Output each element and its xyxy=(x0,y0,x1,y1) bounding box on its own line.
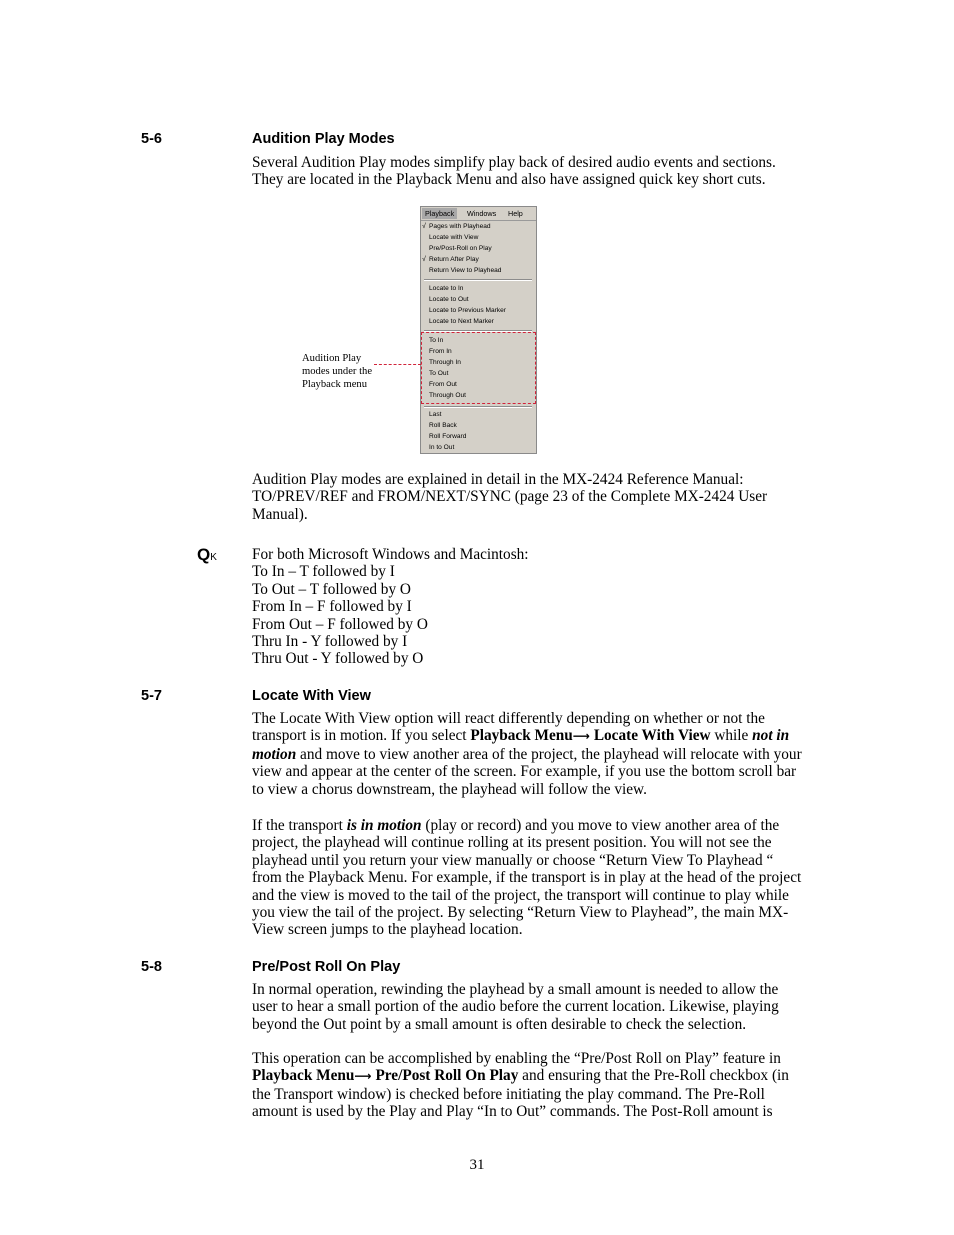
menu-item-pre-post-roll: Pre/Post-Roll on Play xyxy=(429,245,492,252)
text-line: and the view is moved to the tail of the project, the transport will continue to play while xyxy=(252,886,789,904)
section-number-5-7: 5-7 xyxy=(141,688,162,704)
menu-item-locate-to-in: Locate to In xyxy=(429,285,464,292)
check-icon: √ xyxy=(422,256,426,263)
menu-item-from-out: From Out xyxy=(429,381,457,388)
section-number-5-6: 5-6 xyxy=(141,131,162,147)
s57-paragraph-2 xyxy=(252,817,822,939)
text-line xyxy=(252,1067,822,1085)
text-line: In normal operation, rewinding the playhead by a small amount is needed to allow the xyxy=(252,981,779,998)
text-line: user to hear a small portion of the audio before the current location. Likewise, playing xyxy=(252,998,779,1016)
menu-bar xyxy=(421,207,536,221)
text-line: beyond the Out point by a small amount is often desirable to check the selection. xyxy=(252,1015,747,1033)
text-run-bold-italic: not in xyxy=(752,727,790,745)
menu-item-locate-with-view: Locate with View xyxy=(429,234,479,241)
menu-item-to-in: To In xyxy=(429,337,444,344)
text-run-bold: Pre/Post Roll On Play xyxy=(371,1067,519,1085)
menu-item-roll-back: Roll Back xyxy=(429,422,457,429)
text-line: They are located in the Playback Menu and also have assigned quick key short cuts. xyxy=(252,171,766,189)
qk-k: K xyxy=(210,552,217,563)
s58-paragraph-2 xyxy=(252,1050,822,1121)
menu-item-last: Last xyxy=(429,411,442,418)
text-line: The Locate With View option will react differently depending on whether or not the xyxy=(252,710,765,727)
menu-item-to-out: To Out xyxy=(429,370,449,377)
text-line: Manual). xyxy=(252,505,308,523)
page-number: 31 xyxy=(469,1157,485,1173)
menu-item-through-in: Through In xyxy=(429,359,461,366)
text-run: and ensuring that the Pre-Roll checkbox (in xyxy=(518,1067,789,1085)
text-line: to view a chorus downstream, the playhead will follow the view. xyxy=(252,780,647,798)
text-line: Thru In - Y followed by I xyxy=(252,633,408,651)
section-number-5-8: 5-8 xyxy=(141,959,162,975)
text-line: From In – F followed by I xyxy=(252,598,412,616)
right-arrow-icon: ⟶ xyxy=(354,1069,372,1084)
text-line: Thru Out - Y followed by O xyxy=(252,650,424,668)
text-line xyxy=(252,817,822,834)
callout-line: Playback menu xyxy=(302,379,368,390)
s57-paragraph-1 xyxy=(252,710,822,798)
text-line: view and appear at the center of the screen. For example, if you use the bottom scroll bar xyxy=(252,763,797,781)
callout-leader-line xyxy=(374,364,421,365)
text-line: amount is used by the Play and Play “In to Out” commands. The Post-Roll amount is xyxy=(252,1103,773,1121)
text-line: To In – T followed by I xyxy=(252,563,395,581)
text-line: Audition Play modes are explained in detail in the MX-2424 Reference Manual: xyxy=(252,471,744,488)
menu-bar-help: Help xyxy=(508,209,523,218)
text-line: TO/PREV/REF and FROM/NEXT/SYNC (page 23 of the Complete MX-2424 User xyxy=(252,488,768,506)
quick-key-icon xyxy=(197,545,217,565)
menu-item-locate-to-out: Locate to Out xyxy=(429,296,469,303)
text-run: transport is in motion. If you select xyxy=(252,727,471,745)
text-line: From Out – F followed by O xyxy=(252,615,428,633)
text-run-bold-italic: motion xyxy=(252,745,297,763)
menu-item-in-to-out: In to Out xyxy=(429,444,455,451)
text-run-bold-italic: is in motion xyxy=(346,817,422,834)
text-line xyxy=(252,727,822,745)
text-line xyxy=(252,746,822,763)
menu-item-locate-to-previous-marker: Locate to Previous Marker xyxy=(429,307,506,314)
playback-menu-screenshot xyxy=(420,206,537,454)
section-title-audition-play-modes: Audition Play Modes xyxy=(252,131,395,147)
menu-item-from-in: From In xyxy=(429,348,452,355)
text-line: View screen jumps to the playhead location. xyxy=(252,921,523,939)
text-line: the Transport window) is checked before initiating the play command. The Pre-Roll xyxy=(252,1085,765,1103)
text-line: from the Playback Menu. For example, if the transport is in play at the head of the project xyxy=(252,869,802,887)
text-line: This operation can be accomplished by enabling the “Pre/Post Roll on Play” feature in xyxy=(252,1050,781,1067)
s56-intro-paragraph xyxy=(252,154,822,189)
section-title-locate-with-view: Locate With View xyxy=(252,688,371,704)
text-line: project, the playhead will continue rolling at its present position. You will not see the xyxy=(252,834,772,852)
figure-callout xyxy=(302,352,372,391)
quick-keys-list xyxy=(252,546,822,668)
menu-item-roll-forward: Roll Forward xyxy=(429,433,467,440)
menu-item-through-out: Through Out xyxy=(429,392,467,399)
check-icon: √ xyxy=(422,223,426,230)
callout-line: modes under the xyxy=(302,366,373,377)
text-line: you view the tail of the project. By selecting “Return View to Playhead”, the main MX- xyxy=(252,904,789,922)
menu-bar-playback: Playback xyxy=(422,208,457,219)
menu-item-return-after-play: Return After Play xyxy=(429,256,479,263)
text-line: playhead until you return your view manually or choose “Return View To Playhead “ xyxy=(252,851,774,869)
text-line: To Out – T followed by O xyxy=(252,580,411,598)
text-line: Several Audition Play modes simplify play back of desired audio events and sections. xyxy=(252,154,776,171)
menu-item-pages-with-playhead: Pages with Playhead xyxy=(429,223,491,230)
s56-reference-paragraph xyxy=(252,471,822,523)
text-run: and move to view another area of the project, the playhead will relocate with your xyxy=(296,745,802,763)
text-run: while xyxy=(710,727,753,745)
text-line: For both Microsoft Windows and Macintosh: xyxy=(252,546,529,563)
section-title-pre-post-roll: Pre/Post Roll On Play xyxy=(252,959,401,975)
s58-paragraph-1 xyxy=(252,981,822,1033)
callout-line: Audition Play xyxy=(302,353,362,364)
menu-item-locate-to-next-marker: Locate to Next Marker xyxy=(429,318,494,325)
text-run: (play or record) and you move to view another area of the xyxy=(421,817,780,834)
menu-bar-windows: Windows xyxy=(467,209,497,218)
qk-q: Q xyxy=(197,545,211,564)
text-run: If the transport xyxy=(252,817,347,834)
text-run-bold: Playback Menu xyxy=(470,727,573,745)
text-run-bold: Locate With View xyxy=(590,727,711,745)
right-arrow-icon: ⟶ xyxy=(572,729,590,744)
menu-separator xyxy=(424,406,532,408)
menu-separator xyxy=(424,279,532,281)
text-run-bold: Playback Menu xyxy=(252,1067,355,1085)
menu-item-return-view-to-playhead: Return View to Playhead xyxy=(429,267,502,274)
